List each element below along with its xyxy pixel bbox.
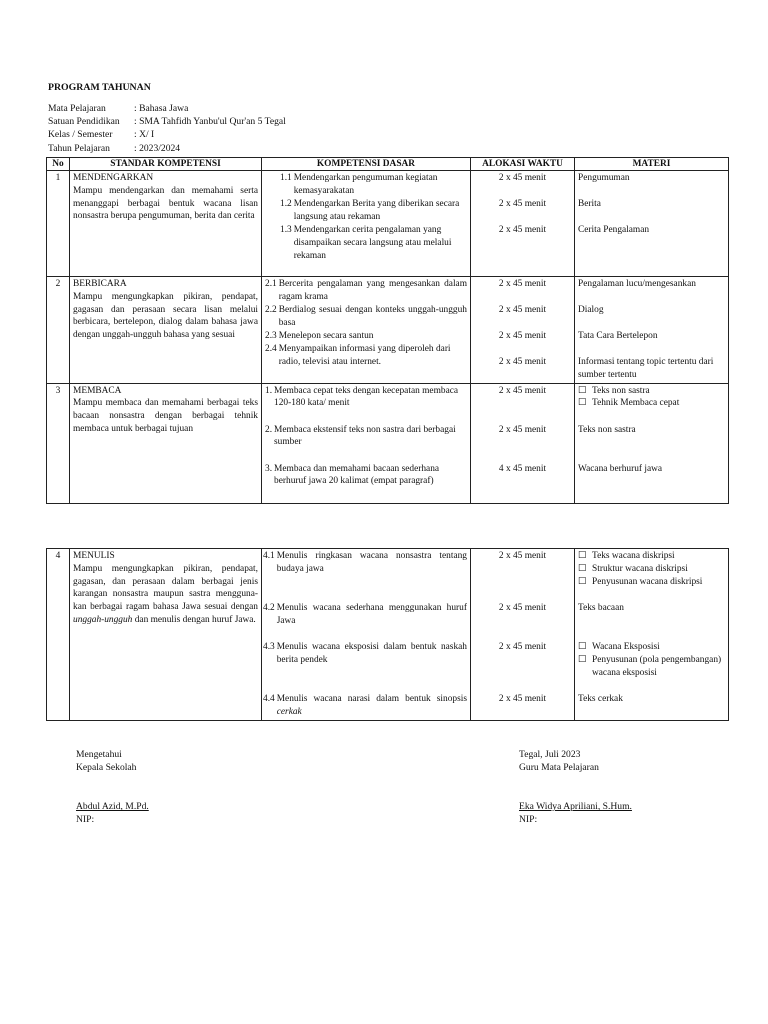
materi-cell	[575, 171, 729, 277]
table-header-row	[47, 158, 729, 171]
kd-text: Mendengarkan pengumuman kegiatan kemasyarakatan	[293, 173, 438, 196]
row-number: 4	[47, 549, 70, 721]
kd-number: 2.3	[265, 331, 277, 341]
materi-item: Informasi tentang topic tertentu dari sumber tertentu	[578, 357, 714, 380]
header-alokasi-waktu: ALOKASI WAKTU	[471, 158, 575, 171]
header-materi: MATERI	[575, 158, 729, 171]
kd-item	[263, 550, 467, 602]
aw-value: 2 x 45 menit	[498, 199, 547, 209]
row-number: 2	[47, 277, 70, 384]
sk-text-part: dan menulis dengan huruf Jawa.	[134, 614, 256, 625]
header-kompetensi-dasar: KOMPETENSI DASAR	[262, 158, 471, 171]
materi-bullet	[578, 576, 725, 589]
materi-cell	[575, 549, 729, 721]
kompetensi-dasar-cell	[262, 277, 471, 384]
kd-number: 2.2	[265, 305, 277, 315]
materi-item: Pengalaman lucu/mengesankan	[578, 279, 696, 289]
meta-value: : X/ I	[134, 129, 155, 141]
table-row	[47, 549, 729, 721]
kd-number: 4.1	[263, 551, 275, 561]
kd-item	[265, 343, 467, 369]
kompetensi-dasar-cell	[262, 549, 471, 721]
kd-text: Menulis wacana sederhana menggunakan huruf Jawa	[276, 603, 467, 626]
sk-text	[73, 563, 258, 627]
materi-item: Cerita Pengalaman	[578, 225, 650, 235]
signature-nip: NIP:	[519, 814, 538, 825]
materi-item: Tehnik Membaca cepat	[592, 398, 680, 409]
kd-text: Membaca dan memahami bacaan sederhana berhuruf jawa 20 kalimat (empat paragraf)	[274, 463, 440, 487]
materi-item: Struktur wacana diskripsi	[592, 563, 688, 574]
aw-value: 2 x 45 menit	[498, 331, 547, 341]
kd-item	[265, 424, 467, 463]
materi-cell	[575, 383, 729, 503]
meta-label: Tahun Pelajaran	[48, 142, 110, 154]
sk-title: MEMBACA	[73, 385, 122, 396]
meta-row-year	[48, 142, 286, 155]
standar-kompetensi-cell	[70, 549, 262, 721]
kd-number: 1.2	[280, 199, 292, 209]
kd-text	[277, 693, 467, 719]
kd-text: Mendengarkan Berita yang diberikan secara langsung atau rekaman	[293, 199, 460, 222]
meta-row-class	[48, 128, 286, 141]
materi-bullet	[578, 641, 725, 654]
kd-text-italic: cerkak	[276, 706, 302, 717]
materi-item: Berita	[578, 199, 601, 209]
sk-text: Mampu mendengarkan dan memahami serta menanggapi berbagai bentuk wacana lisan nonsastra berupa pengumuman, berita dan cerita	[73, 185, 258, 222]
sk-title: MENDENGARKAN	[73, 173, 154, 183]
meta-value: : 2023/2024	[134, 142, 181, 154]
sk-text: Mampu mengungkapkan pikiran, pendapat, gagasan dan perasaan secara lisan melalui berbicara, bertelepon, dialog dalam bahasa jawa dengan unggah-ungguh bahasa yang sesuai	[73, 291, 258, 341]
header-no: No	[47, 158, 70, 171]
aw-value: 2 x 45 menit	[498, 225, 547, 235]
kd-number: 1.	[265, 385, 273, 396]
materi-item: Penyusunan (pola pengembangan) wacana eksposisi	[592, 654, 722, 678]
table-row	[47, 383, 729, 503]
aw-value: 2 x 45 menit	[498, 603, 547, 613]
row-number: 3	[47, 383, 70, 503]
meta-label: Mata Pelajaran	[48, 103, 106, 114]
aw-value: 2 x 45 menit	[498, 173, 547, 183]
standar-kompetensi-cell	[70, 277, 262, 384]
materi-bullets	[578, 641, 725, 693]
kd-item	[263, 641, 467, 693]
kd-item	[265, 278, 467, 304]
aw-value: 2 x 45 menit	[498, 279, 547, 289]
kd-item	[280, 198, 467, 224]
sk-text-part: Mampu mengungkapkan pikiran, pendapat, gagasan, dan perasaan dalam berbagai jenis karangan nonsastra maupun sastra mengguna-kan berbagai ragam bahasa Jawa sesuai dengan	[73, 563, 258, 613]
signature-role: Guru Mata Pelajaran	[519, 762, 599, 773]
signature-date: Tegal, Juli 2023	[519, 749, 581, 760]
bullet-icon: ☐	[578, 551, 587, 561]
kd-number: 4.3	[263, 642, 275, 652]
materi-bullet	[578, 385, 725, 398]
kd-item	[265, 463, 467, 489]
materi-item: Wacana berhuruf jawa	[578, 463, 663, 474]
aw-value: 2 x 45 menit	[498, 305, 547, 315]
kd-item	[265, 385, 467, 424]
signature-nip: NIP:	[76, 814, 95, 825]
kd-text: Menulis ringkasan wacana nonsastra tentang budaya jawa	[276, 551, 467, 574]
alokasi-waktu-cell	[471, 171, 575, 277]
materi-bullet	[578, 397, 725, 410]
bullet-icon: ☐	[578, 563, 587, 574]
materi-bullet	[578, 550, 725, 563]
materi-item: Teks non sastra	[578, 424, 636, 435]
kd-number: 4.2	[263, 603, 275, 613]
materi-item: Wacana Eksposisi	[592, 642, 660, 652]
materi-item: Teks wacana diskripsi	[592, 551, 675, 561]
aw-value: 4 x 45 menit	[498, 463, 547, 474]
materi-bullets	[578, 550, 725, 602]
materi-item: Tata Cara Bertelepon	[578, 331, 658, 341]
aw-value: 2 x 45 menit	[498, 694, 547, 704]
signature-label: Mengetahui	[76, 749, 122, 760]
kd-number: 3.	[265, 463, 273, 474]
bullet-icon: ☐	[578, 398, 587, 409]
kd-number: 1.3	[280, 225, 292, 235]
header-standar-kompetensi: STANDAR KOMPETENSI	[70, 158, 262, 171]
row-number: 1	[47, 171, 70, 277]
kd-item	[263, 602, 467, 641]
table-row	[47, 277, 729, 384]
kd-item	[265, 304, 467, 330]
kd-number: 4.4	[263, 694, 275, 704]
signature-name: Abdul Azid, M.Pd.	[76, 801, 149, 812]
meta-row-subject	[48, 102, 286, 115]
materi-item: Dialog	[578, 305, 604, 315]
aw-value: 2 x 45 menit	[498, 357, 547, 367]
aw-value: 2 x 45 menit	[498, 385, 547, 396]
signature-role: Kepala Sekolah	[76, 762, 137, 773]
aw-value: 2 x 45 menit	[498, 551, 547, 561]
sk-text-italic: unggah-ungguh	[73, 614, 133, 625]
meta-label: Kelas / Semester	[48, 129, 113, 141]
materi-bullet	[578, 654, 725, 680]
standar-kompetensi-cell	[70, 171, 262, 277]
signature-right	[519, 748, 632, 826]
kd-number: 1.1	[280, 173, 292, 183]
materi-item: Teks bacaan	[578, 603, 624, 613]
meta-row-school	[48, 115, 286, 128]
sk-title: MENULIS	[73, 551, 115, 561]
kd-text: Membaca cepat teks dengan kecepatan membaca 120-180 kata/ menit	[274, 385, 459, 409]
sk-text: Mampu membaca dan memahami berbagai teks bacaan nonsastra dengan berbagai tehnik membaca untuk berbagai tujuan	[73, 398, 258, 434]
alokasi-waktu-cell	[471, 277, 575, 384]
alokasi-waktu-cell	[471, 383, 575, 503]
meta-value: : SMA Tahfidh Yanbu'ul Qur'an 5 Tegal	[134, 116, 286, 128]
aw-value: 2 x 45 menit	[498, 424, 547, 435]
bullet-icon: ☐	[578, 642, 587, 652]
materi-item: Teks cerkak	[578, 694, 623, 704]
kd-item	[263, 693, 467, 719]
kd-item	[265, 330, 467, 343]
standar-kompetensi-cell	[70, 383, 262, 503]
meta-value: : Bahasa Jawa	[134, 103, 189, 114]
kd-number: 2.4	[265, 343, 277, 354]
signature-left	[76, 748, 149, 826]
table-row	[47, 171, 729, 277]
kompetensi-dasar-cell	[262, 171, 471, 277]
bullet-icon: ☐	[578, 654, 587, 665]
program-table	[46, 157, 729, 504]
alokasi-waktu-cell	[471, 549, 575, 721]
kd-number: 2.	[265, 424, 273, 435]
kd-text-part: Menulis wacana narasi dalam bentuk sinopsis	[276, 694, 467, 704]
meta-label: Satuan Pendidikan	[48, 116, 120, 128]
kompetensi-dasar-cell	[262, 383, 471, 503]
kd-text: Mendengarkan cerita pengalaman yang disampaikan secara langsung atau melalui rekaman	[293, 225, 452, 261]
kd-item	[280, 172, 467, 198]
materi-item: Penyusunan wacana diskripsi	[592, 576, 703, 587]
kd-item	[280, 224, 467, 262]
kd-number: 2.1	[265, 279, 277, 289]
kd-text: Bercerita pengalaman yang mengesankan dalam ragam krama	[278, 279, 467, 302]
materi-item: Teks non sastra	[592, 385, 650, 396]
kd-text: Menyampaikan informasi yang diperoleh dari radio, televisi atau internet.	[278, 343, 451, 367]
kd-text: Menelepon secara santun	[278, 331, 374, 341]
materi-cell	[575, 277, 729, 384]
kd-text: Menulis wacana eksposisi dalam bentuk naskah berita pendek	[276, 642, 467, 665]
document-meta	[48, 102, 286, 155]
materi-bullets	[578, 385, 725, 424]
kd-text: Berdialog sesuai dengan konteks unggah-ungguh basa	[278, 305, 467, 328]
program-table-continued	[46, 548, 729, 721]
bullet-icon: ☐	[578, 576, 587, 587]
sk-title: BERBICARA	[73, 279, 127, 289]
materi-item: Pengumuman	[578, 173, 630, 183]
aw-value: 2 x 45 menit	[498, 642, 547, 652]
materi-bullet	[578, 563, 725, 576]
bullet-icon: ☐	[578, 385, 587, 396]
kd-text: Membaca ekstensif teks non sastra dari berbagai sumber	[274, 424, 456, 448]
signature-name: Eka Widya Apriliani, S.Hum.	[519, 801, 632, 812]
page-title: PROGRAM TAHUNAN	[48, 82, 151, 93]
